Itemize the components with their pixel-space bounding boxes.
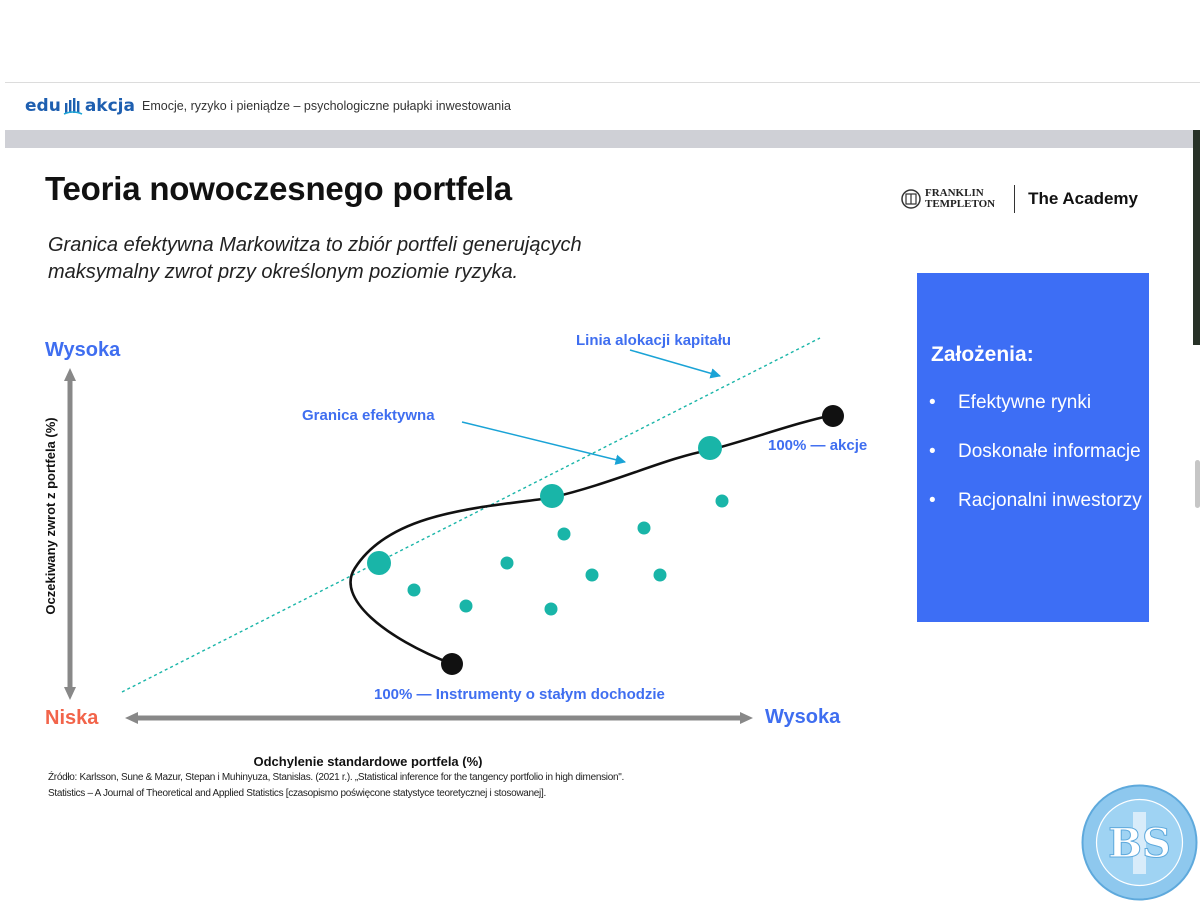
bar-chart-logo-icon xyxy=(63,96,83,116)
app-header xyxy=(5,82,1200,131)
x-axis-arrow-left xyxy=(125,712,138,724)
assumptions-title: Założenia: xyxy=(931,343,1034,366)
frontier-portfolio-point xyxy=(698,436,722,460)
source-footnote xyxy=(48,770,748,802)
franklin-templeton-logo xyxy=(925,188,995,210)
frontier-portfolio-point xyxy=(540,484,564,508)
y-axis-high-label: Wysoka xyxy=(45,339,121,361)
school-badge-logo xyxy=(1081,784,1198,901)
frontier-portfolio-point xyxy=(367,551,391,575)
x-axis-arrow-right xyxy=(740,712,753,724)
app-title: Emocje, ryzyko i pieniądze – psychologiczne pułapki inwestowania xyxy=(142,99,511,113)
slide-subtitle: Granica efektywna Markowitza to zbiór portfeli generujących maksymalny zwrot przy określonym poziomie ryzyka. xyxy=(48,234,582,283)
header-separator xyxy=(5,130,1200,148)
eduakcja-logo[interactable] xyxy=(25,96,135,116)
bullet-icon: • xyxy=(929,441,936,462)
academy-logo: The Academy xyxy=(1028,189,1139,208)
x-axis-low-label: Niska xyxy=(45,707,99,729)
portfolio-point xyxy=(638,522,651,535)
portfolio-point xyxy=(586,569,599,582)
stocks-endpoint xyxy=(822,405,844,427)
stocks-label: 100% — akcje xyxy=(768,437,868,454)
assumptions-list xyxy=(917,390,1149,537)
slide-title: Teoria nowoczesnego portfela xyxy=(45,170,512,207)
portfolio-point xyxy=(501,557,514,570)
efficient-frontier-chart xyxy=(5,148,915,768)
x-axis-title: Odchylenie standardowe portfela (%) xyxy=(253,754,483,768)
portfolio-point xyxy=(408,584,421,597)
brand-divider xyxy=(1014,185,1015,213)
x-axis-high-label: Wysoka xyxy=(765,706,841,728)
assumption-text: Racjonalni inwestorzy xyxy=(958,490,1142,511)
assumption-item xyxy=(917,439,1149,465)
y-axis-arrow-up xyxy=(64,368,76,381)
portfolio-point xyxy=(558,528,571,541)
bullet-icon: • xyxy=(929,490,936,511)
capital-allocation-line xyxy=(122,338,820,692)
assumption-item xyxy=(917,488,1149,514)
y-axis-title: Oczekiwany zwrot z portfela (%) xyxy=(43,417,58,615)
badge-initials: BS xyxy=(1108,820,1171,867)
brand-logos xyxy=(900,185,1138,213)
footnote-line2: Statistics – A Journal of Theoretical and Applied Statistics [czasopismo poświęcone statystyce teoretycznej i stosowanej]. xyxy=(48,788,546,799)
portfolio-point xyxy=(654,569,667,582)
assumption-item xyxy=(917,390,1149,416)
logo-text-left: edu xyxy=(25,96,61,116)
logo-text-right: akcja xyxy=(84,96,135,116)
side-panel-strip xyxy=(1193,130,1200,530)
bonds-endpoint xyxy=(441,653,463,675)
scrollbar-thumb[interactable] xyxy=(1195,460,1200,508)
assumption-text: Efektywne rynki xyxy=(958,392,1092,413)
cal-label: Linia alokacji kapitału xyxy=(576,332,732,349)
bonds-label: 100% — Instrumenty o stałym dochodzie xyxy=(374,686,665,703)
side-video-thumbnail[interactable] xyxy=(1193,130,1200,345)
frontier-annotation-arrow xyxy=(462,422,625,462)
footnote-line1: Źródło: Karlsson, Sune & Mazur, Stepan i Muhinyuza, Stanislas. (2021 r.). „Statistical inference for the tangency portfolio in high dimension". xyxy=(48,772,624,783)
cal-annotation-arrow xyxy=(630,350,720,376)
presentation-slide xyxy=(5,148,1190,818)
y-axis-arrow-down xyxy=(64,687,76,700)
brand-line1: FRANKLIN xyxy=(925,187,984,199)
frontier-label: Granica efektywna xyxy=(302,407,435,424)
portfolio-point xyxy=(545,603,558,616)
bullet-icon: • xyxy=(929,392,936,413)
assumption-text: Doskonałe informacje xyxy=(958,441,1141,462)
brand-line2: TEMPLETON xyxy=(925,198,996,210)
assumptions-box xyxy=(917,273,1149,622)
portfolio-point xyxy=(460,600,473,613)
portfolio-point xyxy=(716,495,729,508)
